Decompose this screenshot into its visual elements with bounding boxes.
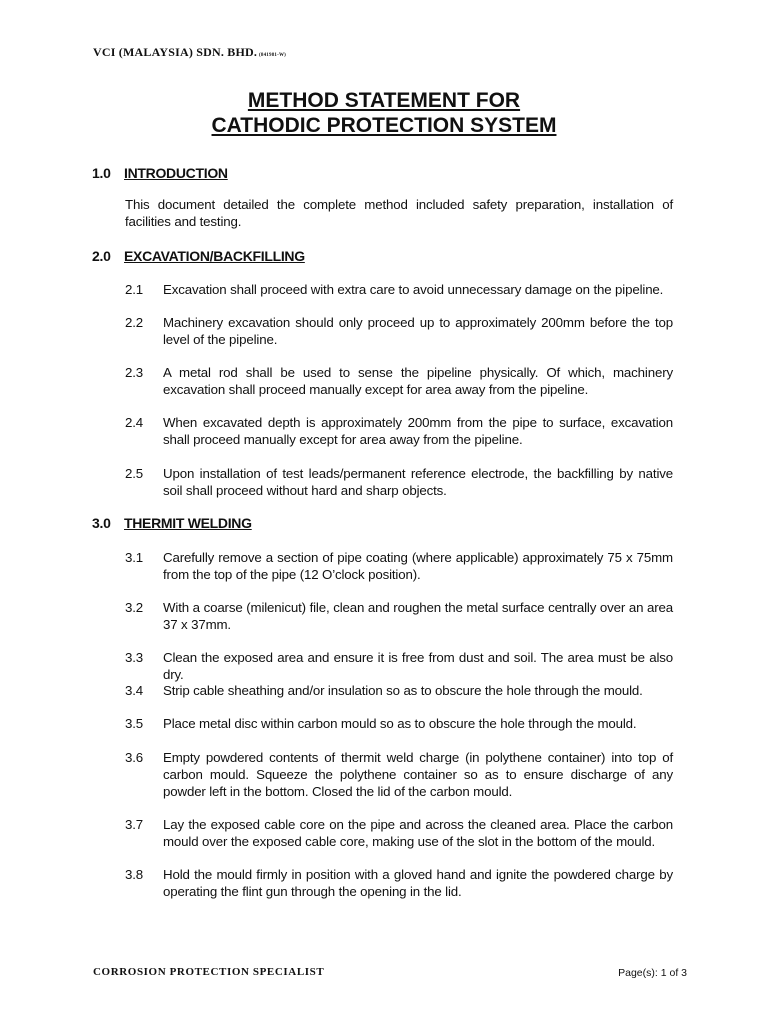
- item-text: Hold the mould firmly in position with a gloved hand and ignite the powdered charge by operating the flint gun through the opening in the lid.: [163, 867, 673, 899]
- section-number: 3.0: [92, 515, 111, 531]
- company-name: VCI (MALAYSIA) SDN. BHD.: [93, 45, 258, 59]
- item-number: 2.4: [125, 415, 144, 430]
- item-text: Excavation shall proceed with extra care to avoid unnecessary damage on the pipeline.: [163, 282, 664, 297]
- section-heading-introduction: [92, 165, 228, 181]
- item-number: 3.5: [125, 716, 144, 731]
- title-line-2: CATHODIC PROTECTION SYSTEM: [211, 114, 557, 137]
- item-number: 3.8: [125, 867, 144, 882]
- item-text: Carefully remove a section of pipe coating (where applicable) approximately 75 x 75mm from the top of the pipe (12 O’clock position).: [163, 550, 673, 582]
- item-number: 3.4: [125, 683, 144, 698]
- item-number: 2.5: [125, 466, 144, 481]
- section-number: 2.0: [92, 248, 111, 264]
- introduction-paragraph: This document detailed the complete method included safety preparation, installation of facilities and testing.: [125, 197, 673, 229]
- item-number: 3.2: [125, 600, 144, 615]
- item-text: With a coarse (milenicut) file, clean and roughen the metal surface centrally over an area 37 x 37mm.: [163, 600, 673, 632]
- document-title: [0, 88, 768, 138]
- section-title: INTRODUCTION: [124, 165, 228, 181]
- title-line-1: METHOD STATEMENT FOR: [247, 89, 521, 112]
- item-number: 3.6: [125, 750, 144, 765]
- item-text: Clean the exposed area and ensure it is free from dust and soil. The area must be also dry.: [163, 650, 673, 682]
- item-text: Upon installation of test leads/permanent reference electrode, the backfilling by native soil shall proceed without hard and sharp objects.: [163, 466, 673, 498]
- item-text: Machinery excavation should only proceed up to approximately 200mm before the top level of the pipeline.: [163, 315, 673, 347]
- item-number: 2.3: [125, 365, 144, 380]
- section-heading-thermit-welding: [92, 515, 252, 531]
- page-number: Page(s): 1 of 3: [618, 967, 687, 979]
- section-title: EXCAVATION/BACKFILLING: [124, 248, 305, 264]
- item-text: Place metal disc within carbon mould so as to obscure the hole through the mould.: [163, 716, 637, 731]
- item-text: Lay the exposed cable core on the pipe and across the cleaned area. Place the carbon mould over the exposed cable core, making use of the slot in the bottom of the mould.: [163, 817, 673, 849]
- footer-tagline: CORROSION PROTECTION SPECIALIST: [93, 966, 325, 978]
- section-number: 1.0: [92, 165, 111, 181]
- item-text: Strip cable sheathing and/or insulation so as to obscure the hole through the mould.: [163, 683, 643, 698]
- company-registration: (841981-W): [259, 53, 287, 58]
- section-heading-excavation: [92, 248, 305, 264]
- item-text: A metal rod shall be used to sense the pipeline physically. Of which, machinery excavation shall proceed manually except for area away from the pipeline.: [163, 365, 673, 397]
- company-header: [93, 45, 286, 60]
- item-number: 3.1: [125, 550, 144, 565]
- item-number: 2.2: [125, 315, 144, 330]
- section-title: THERMIT WELDING: [124, 515, 252, 531]
- item-text: When excavated depth is approximately 200mm from the pipe to surface, excavation shall proceed manually except for area away from the pipeline.: [163, 415, 673, 447]
- item-text: Empty powdered contents of thermit weld charge (in polythene container) into top of carbon mould. Squeeze the polythene container so as to ensure discharge of any powder left in the bottom. Closed the lid of the carbon mould.: [163, 750, 673, 799]
- item-number: 3.3: [125, 650, 144, 665]
- item-number: 3.7: [125, 817, 144, 832]
- item-number: 2.1: [125, 282, 144, 297]
